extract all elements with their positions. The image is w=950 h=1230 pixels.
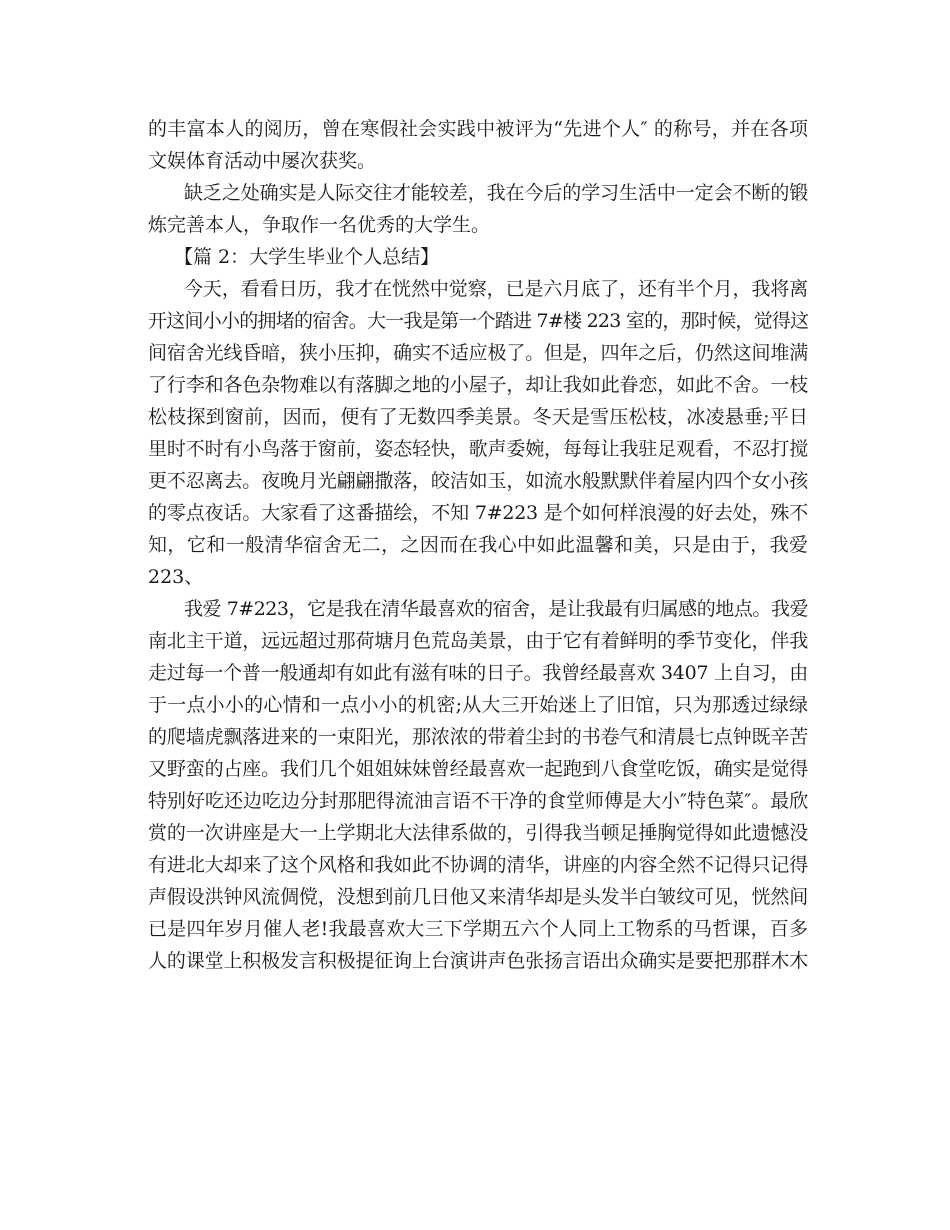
text-line: 的丰富本人的阅历，曾在寒假社会实践中被评为“先进个人″ 的称号，并在各项	[148, 118, 808, 140]
text-line: 文娱体育活动中屡次获奖。	[148, 150, 377, 172]
text-line: 间宿舍光线昏暗，狭小压抑，确实不适应极了。但是，四年之后，仍然这间堆满	[148, 342, 808, 364]
text-line: 走过每一个普一般通却有如此有滋有味的日子。我曾经最喜欢 3407 上自习，由	[148, 662, 808, 684]
paragraph-start-line: 今天，看看日历，我才在恍然中觉察，已是六月底了，还有半个月，我将离	[184, 278, 808, 300]
text-line: 223、	[148, 566, 204, 588]
text-line: 于一点小小的心情和一点小小的机密;从大三开始迷上了旧馆，只为那透过绿绿	[148, 694, 808, 716]
text-line: 已是四年岁月催人老!我最喜欢大三下学期五六个人同上工物系的马哲课，百多	[148, 918, 808, 940]
text-line: 更不忍离去。夜晚月光翩翩撒落，皎洁如玉，如流水般默默伴着屋内四个女小孩	[148, 470, 808, 492]
document-body-text	[148, 113, 808, 977]
text-line: 特别好吃还边吃边分封那肥得流油言语不干净的食堂师傅是大小″特色菜″。最欣	[148, 790, 808, 812]
text-line: 又野蛮的占座。我们几个姐姐妹妹曾经最喜欢一起跑到八食堂吃饭，确实是觉得	[148, 758, 808, 780]
paragraph-start-line: 我爱 7#223，它是我在清华最喜欢的宿舍，是让我最有归属感的地点。我爱	[184, 598, 808, 620]
text-line: 松枝探到窗前，因而，便有了无数四季美景。冬天是雪压松枝，冰凌悬垂;平日	[148, 406, 808, 428]
text-line: 知，它和一般清华宿舍无二，之因而在我心中如此温馨和美，只是由于，我爱	[148, 534, 808, 556]
section-heading: 【篇 2：大学生毕业个人总结】	[174, 246, 440, 268]
text-line: 里时不时有小鸟落于窗前，姿态轻快，歌声委婉，每每让我驻足观看，不忍打搅	[148, 438, 808, 460]
text-line: 了行李和各色杂物难以有落脚之地的小屋子，却让我如此眷恋，如此不舍。一枝	[148, 374, 808, 396]
text-line: 有进北大却来了这个风格和我如此不协调的清华，讲座的内容全然不记得只记得	[148, 854, 808, 876]
text-line: 赏的一次讲座是大一上学期北大法律系做的，引得我当顿足捶胸觉得如此遗憾没	[148, 822, 808, 844]
text-line: 开这间小小的拥堵的宿舍。大一我是第一个踏进 7#楼 223 室的，那时候，觉得这	[148, 310, 808, 332]
text-line: 的零点夜话。大家看了这番描绘，不知 7#223 是个如何样浪漫的好去处，殊不	[148, 502, 808, 524]
text-line: 炼完善本人，争取作一名优秀的大学生。	[148, 214, 491, 236]
text-line: 人的课堂上积极发言积极提征询上台演讲声色张扬言语出众确实是要把那群木木	[148, 950, 808, 972]
paragraph-start-line: 缺乏之处确实是人际交往才能较差，我在今后的学习生活中一定会不断的锻	[184, 182, 808, 204]
text-line: 南北主干道，远远超过那荷塘月色荒岛美景，由于它有着鲜明的季节变化，伴我	[148, 630, 808, 652]
text-line: 声假设洪钟风流倜傥，没想到前几日他又来清华却是头发半白皱纹可见，恍然间	[148, 886, 808, 908]
text-line: 的爬墙虎飘落进来的一束阳光，那浓浓的带着尘封的书卷气和清晨七点钟既辛苦	[148, 726, 808, 748]
